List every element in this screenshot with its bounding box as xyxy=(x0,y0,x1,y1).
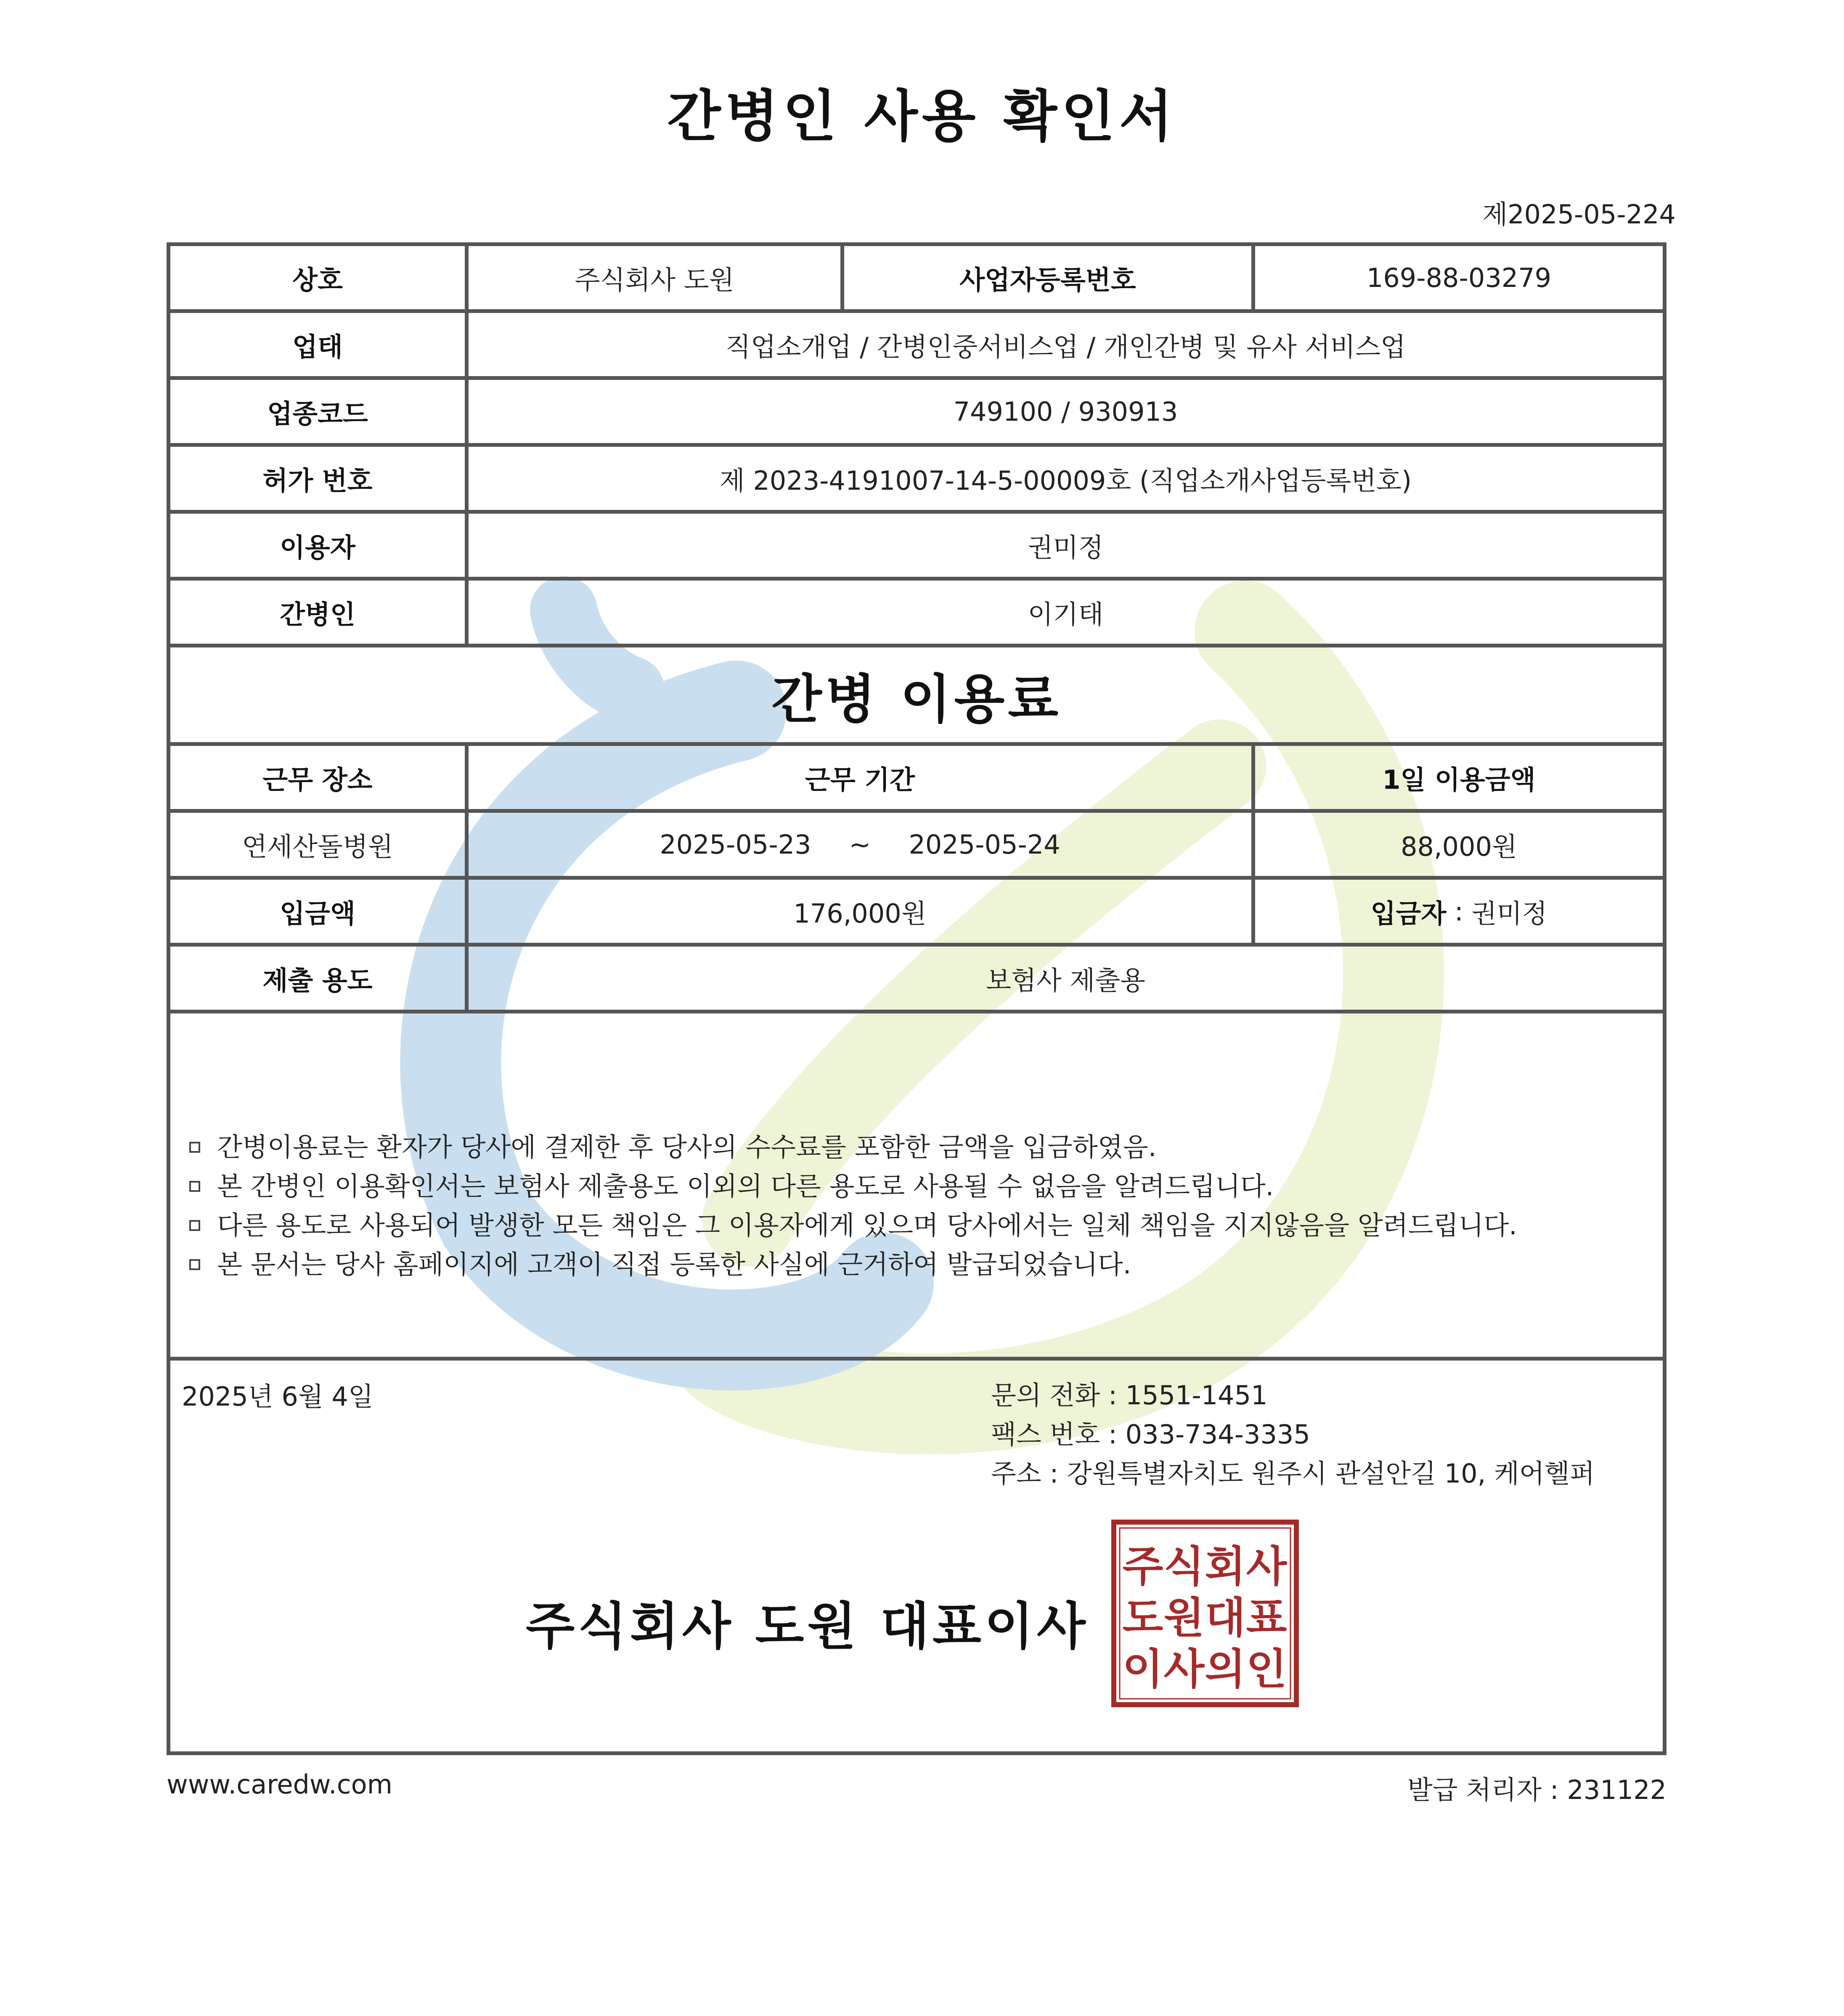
row-purpose xyxy=(170,947,1663,1013)
user-label: 이용자 xyxy=(280,532,355,563)
caregiver-label: 간병인 xyxy=(280,599,355,630)
row-business-type xyxy=(170,313,1663,380)
deposit-value: 176,000원 xyxy=(465,880,1251,943)
industry-code-value: 749100 / 930913 xyxy=(465,380,1663,443)
location-value: 연세산돌병원 xyxy=(242,831,393,862)
purpose-value: 보험사 제출용 xyxy=(465,947,1663,1010)
period-start: 2025-05-23 xyxy=(660,829,811,860)
notice-item: 간병이용료는 환자가 당사에 결제한 후 당사의 수수료를 포함한 금액을 입금하였음. xyxy=(185,1127,1657,1167)
row-fee-header xyxy=(170,746,1663,813)
row-caregiver xyxy=(170,581,1663,647)
company-signature: 주식회사 도원 대표이사 xyxy=(526,1597,1089,1656)
notice-item: 다른 용도로 사용되어 발생한 모든 책임은 그 이용자에게 있으며 당사에서는 일체 책임을 지지않음을 알려드립니다. xyxy=(185,1206,1657,1245)
seal-char: 도 xyxy=(1122,1593,1163,1642)
biz-reg-label: 사업자등록번호 xyxy=(840,246,1251,309)
user-value: 권미정 xyxy=(465,514,1663,577)
row-industry-code xyxy=(170,380,1663,447)
trade-name-value: 주식회사 도원 xyxy=(465,246,840,309)
caregiver-value: 이기태 xyxy=(465,581,1663,644)
period-separator: ~ xyxy=(849,829,871,860)
depositor xyxy=(1251,880,1663,943)
document-title: 간병인 사용 확인서 xyxy=(667,84,1177,149)
seal-char: 대 xyxy=(1205,1593,1246,1642)
depositor-value: 권미정 xyxy=(1471,898,1547,929)
seal-char: 이 xyxy=(1122,1645,1163,1694)
square-bullet-icon xyxy=(189,1220,200,1231)
industry-code-label: 업종코드 xyxy=(267,398,368,429)
company-seal xyxy=(1110,1519,1300,1708)
contact-info xyxy=(991,1376,1595,1493)
seal-char: 회 xyxy=(1205,1542,1246,1591)
period-value xyxy=(465,813,1251,876)
square-bullet-icon xyxy=(189,1142,200,1153)
seal-char: 주 xyxy=(1122,1542,1163,1591)
daily-fee-value: 88,000원 xyxy=(1251,813,1663,876)
notice-item: 본 문서는 당사 홈페이지에 고객이 직접 등록한 사실에 근거하여 발급되었습니다. xyxy=(185,1245,1657,1284)
license-value: 제 2023-4191007-14-5-00009호 (직업소개사업등록번호) xyxy=(465,447,1663,510)
row-trade-name xyxy=(170,246,1663,313)
seal-char: 사 xyxy=(1246,1542,1287,1591)
purpose-label: 제출 용도 xyxy=(262,965,373,996)
business-type-value: 직업소개업 / 간병인중서비스업 / 개인간병 및 유사 서비스업 xyxy=(465,313,1663,376)
business-type-label: 업태 xyxy=(292,331,343,362)
row-fee-title xyxy=(170,647,1663,746)
issue-date: 2025년 6월 4일 xyxy=(182,1381,374,1412)
biz-reg-value: 169-88-03279 xyxy=(1251,246,1663,309)
license-label: 허가 번호 xyxy=(262,465,373,496)
seal-char: 식 xyxy=(1163,1542,1205,1591)
period-label: 근무 기간 xyxy=(465,746,1251,809)
contact-phone: 문의 전화 : 1551-1451 xyxy=(991,1380,1268,1411)
seal-char: 표 xyxy=(1246,1593,1287,1642)
row-deposit xyxy=(170,880,1663,947)
seal-char: 인 xyxy=(1246,1645,1287,1694)
row-user xyxy=(170,514,1663,581)
seal-char: 의 xyxy=(1205,1645,1246,1694)
seal-char: 원 xyxy=(1163,1593,1205,1642)
seal-char: 사 xyxy=(1163,1645,1205,1694)
row-fee-values xyxy=(170,813,1663,880)
depositor-separator: : xyxy=(1446,896,1472,927)
fee-section-title: 간병 이용료 xyxy=(771,669,1062,730)
square-bullet-icon xyxy=(189,1259,200,1270)
period-end: 2025-05-24 xyxy=(909,829,1060,860)
contact-fax: 팩스 번호 : 033-734-3335 xyxy=(991,1419,1310,1450)
notice-list xyxy=(185,1127,1657,1284)
contact-address: 주소 : 강원특별자치도 원주시 관설안길 10, 케어헬퍼 xyxy=(991,1458,1595,1489)
location-label: 근무 장소 xyxy=(262,764,373,795)
daily-fee-label: 1일 이용금액 xyxy=(1251,746,1663,809)
website-url: www.caredw.com xyxy=(167,1769,392,1800)
deposit-label: 입금액 xyxy=(280,898,355,929)
notice-item: 본 간병인 이용확인서는 보험사 제출용도 이외의 다른 용도로 사용될 수 없음을 알려드립니다. xyxy=(185,1167,1657,1206)
document-number: 제2025-05-224 xyxy=(1482,199,1676,230)
trade-name-label: 상호 xyxy=(292,264,343,295)
square-bullet-icon xyxy=(189,1181,200,1192)
row-license xyxy=(170,447,1663,514)
issuer-id: 발급 처리자 : 231122 xyxy=(1407,1775,1666,1805)
depositor-label: 입금자 xyxy=(1370,898,1447,929)
